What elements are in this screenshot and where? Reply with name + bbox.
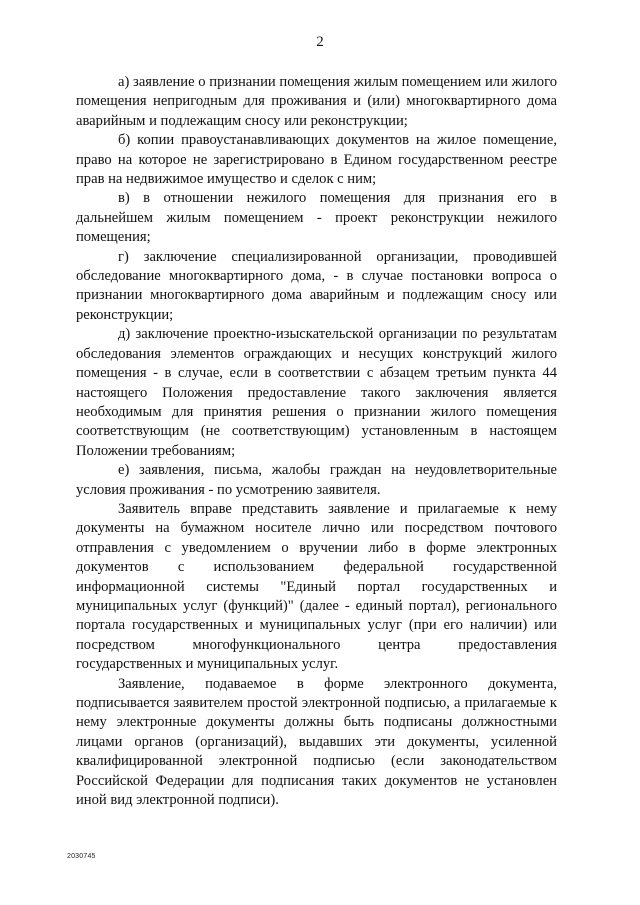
paragraph-item-a: а) заявление о признании помещения жилым помещением или жилого помещения непригодным для проживания и (или) многоквартирного дома аварийным и подлежащим сносу или реконструкции; [76,74,557,129]
paragraph-applicant-submission: Заявитель вправе представить заявление и прилагаемые к нему документы на бумажном носителе лично или посредством почтового отправления с уведомлением о вручении либо в форме электронных документов с использованием федеральной государственной информационной системы "Единый портал государственных и муниципальных услуг (функций)" (далее - единый портал), регионального портала государственных и муниципальных услуг (при его наличии) или посредством многофункционального центра предоставления государственных и муниципальных услуг. [76,500,557,673]
paragraph-item-d: д) заключение проектно-изыскательской организации по результатам обследования элементов ограждающих и несущих конструкций жилого помещения - в случае, если в соответствии с абзацем третьим пункта 44 настоящего Положения предоставление такого заключения является необходимым для принятия решения о признании жилого помещения соответствующим (не соответствующим) установленным в настоящем Положении требованиям; [76,326,557,459]
paragraph-item-b: б) копии правоустанавливающих документов на жилое помещение, право на которое не зарегистрировано в Едином государственном реестре прав на недвижимое имущество и сделок с ним; [76,132,557,188]
paragraph-item-e: е) заявления, письма, жалобы граждан на неудовлетворительные условия проживания - по усмотрению заявителя. [76,462,557,498]
paragraph-item-g: г) заключение специализированной организации, проводившей обследование многоквартирного дома, - в случае постановки вопроса о признании многоквартирного дома аварийным и подлежащим сносу или реконструкции; [76,248,557,323]
paragraph-electronic-signature: Заявление, подаваемое в форме электронного документа, подписывается заявителем простой электронной подписью, а прилагаемые к нему электронные документы должны быть подписаны должностными лицами органов (организаций), выдавших эти документы, усиленной квалифицированной электронной подписью (если законодательством Российской Федерации для подписания таких документов не установлен иной вид электронной подписи). [76,675,557,809]
paragraph-item-v: в) в отношении нежилого помещения для признания его в дальнейшем жилым помещением - проект реконструкции нежилого помещения; [76,190,557,246]
document-body [76,73,557,810]
document-code: 2030745 [67,853,96,860]
page-number: 2 [316,34,324,50]
